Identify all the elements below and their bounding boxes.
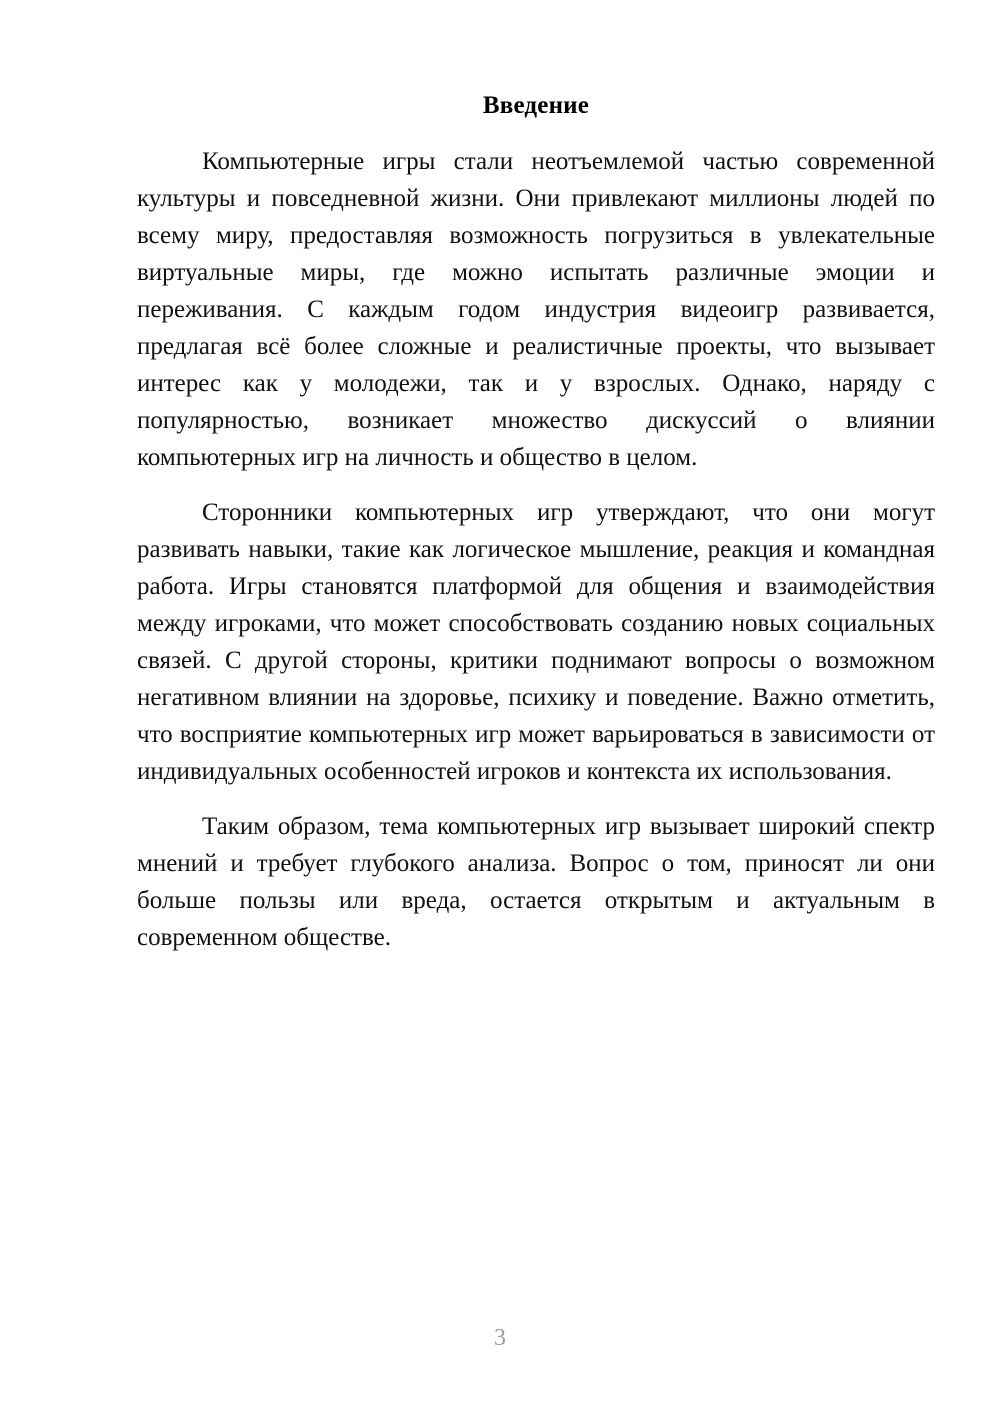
page-title: Введение bbox=[482, 92, 590, 119]
body-paragraph-2: Сторонники компьютерных игр утверждают, что они могут развивать навыки, такие как логическое мышление, реакция и командная работа. Игры становятся платформой для общения и взаимодействия между игроками, что может способствовать созданию новых социальных связей. С другой стороны, критики поднимают вопросы о возможном негативном влиянии на здоровье, психику и поведение. Важно отметить, что восприятие компьютерных игр может варьироваться в зависимости от индивидуальных особенностей игроков и контекста их использования. bbox=[137, 498, 935, 785]
body-paragraph-1: Компьютерные игры стали неотъемлемой частью современной культуры и повседневной жизни. Они привлекают миллионы людей по всему миру, предоставляя возможность погрузиться в увлекательные виртуальные миры, где можно испытать различные эмоции и переживания. С каждым годом индустрия видеоигр развивается, предлагая всё более сложные и реалистичные проекты, что вызывает интерес как у молодежи, так и у взрослых. Однако, наряду с популярностью, возникает множество дискуссий о влиянии компьютерных игр на личность и общество в целом. bbox=[137, 147, 935, 471]
document-text-column bbox=[137, 0, 935, 956]
page-number: 3 bbox=[494, 1325, 506, 1351]
body-paragraph-3: Таким образом, тема компьютерных игр вызывает широкий спектр мнений и требует глубокого анализа. Вопрос о том, приносят ли они больше пользы или вреда, остается открытым и актуальным в современном обществе. bbox=[137, 812, 935, 951]
